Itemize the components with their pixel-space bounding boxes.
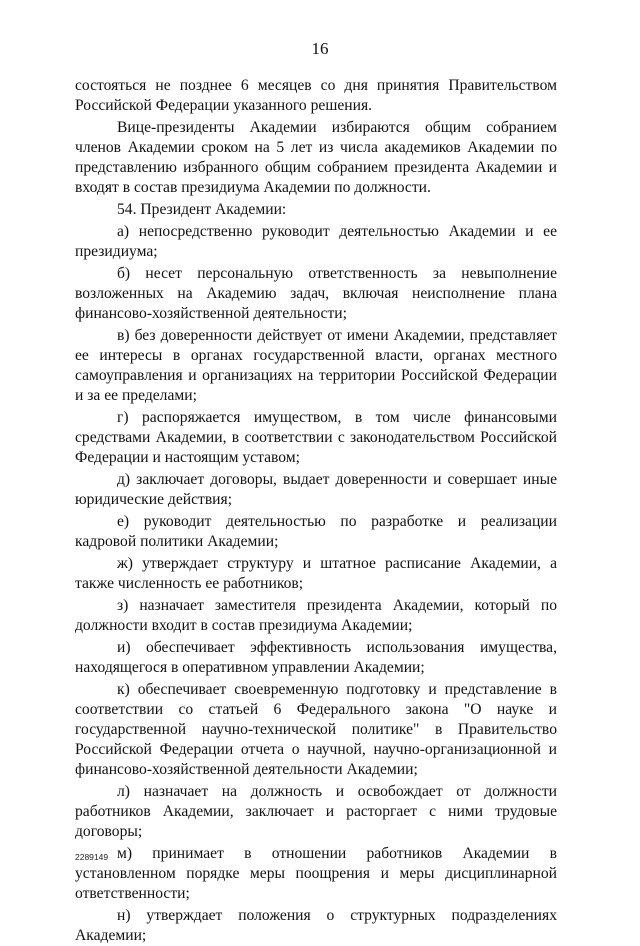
list-item-k: к) обеспечивает своевременную подготовку и представление в соответствии со статьей 6 Федерального закона "О науке и государственной научно-технической политике" в Правительство Российской Федерации отчета о научной, научно-организационной и финансово-хозяйственной деятельности Академии; (75, 681, 557, 778)
document-body (75, 76, 557, 946)
list-item-v: в) без доверенности действует от имени Академии, представляет ее интересы в органах государственной власти, органах местного самоуправления и организациях на территории Российской Федерации и за ее пределами; (75, 327, 557, 404)
page-number: 16 (311, 39, 329, 58)
list-item-b: б) несет персональную ответственность за невыполнение возложенных на Академию задач, включая неисполнение плана финансово-хозяйственной деятельности; (75, 265, 557, 322)
document-code: 2289149 (75, 852, 109, 862)
list-item-e: е) руководит деятельностью по разработке и реализации кадровой политики Академии; (75, 513, 557, 550)
list-item-zh: ж) утверждает структуру и штатное расписание Академии, а также численность ее работников; (75, 555, 557, 592)
paragraph-continuation: состояться не позднее 6 месяцев со дня принятия Правительством Российской Федерации указанного решения. (75, 77, 557, 114)
list-item-i: и) обеспечивает эффективность использования имущества, находящегося в оперативном управлении Академии; (75, 639, 557, 676)
list-item-d: д) заключает договоры, выдает доверенности и совершает иные юридические действия; (75, 471, 557, 508)
list-item-a: а) непосредственно руководит деятельностью Академии и ее президиума; (75, 223, 557, 260)
list-item-n: н) утверждает положения о структурных подразделениях Академии; (75, 907, 557, 944)
list-item-z: з) назначает заместителя президента Академии, который по должности входит в состав президиума Академии; (75, 597, 557, 634)
paragraph-article-54-heading: 54. Президент Академии: (117, 201, 287, 218)
list-item-g: г) распоряжается имуществом, в том числе финансовыми средствами Академии, в соответствии с законодательством Российской Федерации и настоящим уставом; (75, 409, 557, 466)
paragraph-vice-presidents: Вице-президенты Академии избираются общим собранием членов Академии сроком на 5 лет из числа академиков Академии по представлению избранного общим собранием президента Академии и входят в состав президиума Академии по должности. (75, 119, 557, 196)
list-item-l: л) назначает на должность и освобождает от должности работников Академии, заключает и расторгает с ними трудовые договоры; (75, 783, 557, 840)
list-item-m: м) принимает в отношении работников Академии в установленном порядке меры поощрения и меры дисциплинарной ответственности; (75, 845, 557, 902)
